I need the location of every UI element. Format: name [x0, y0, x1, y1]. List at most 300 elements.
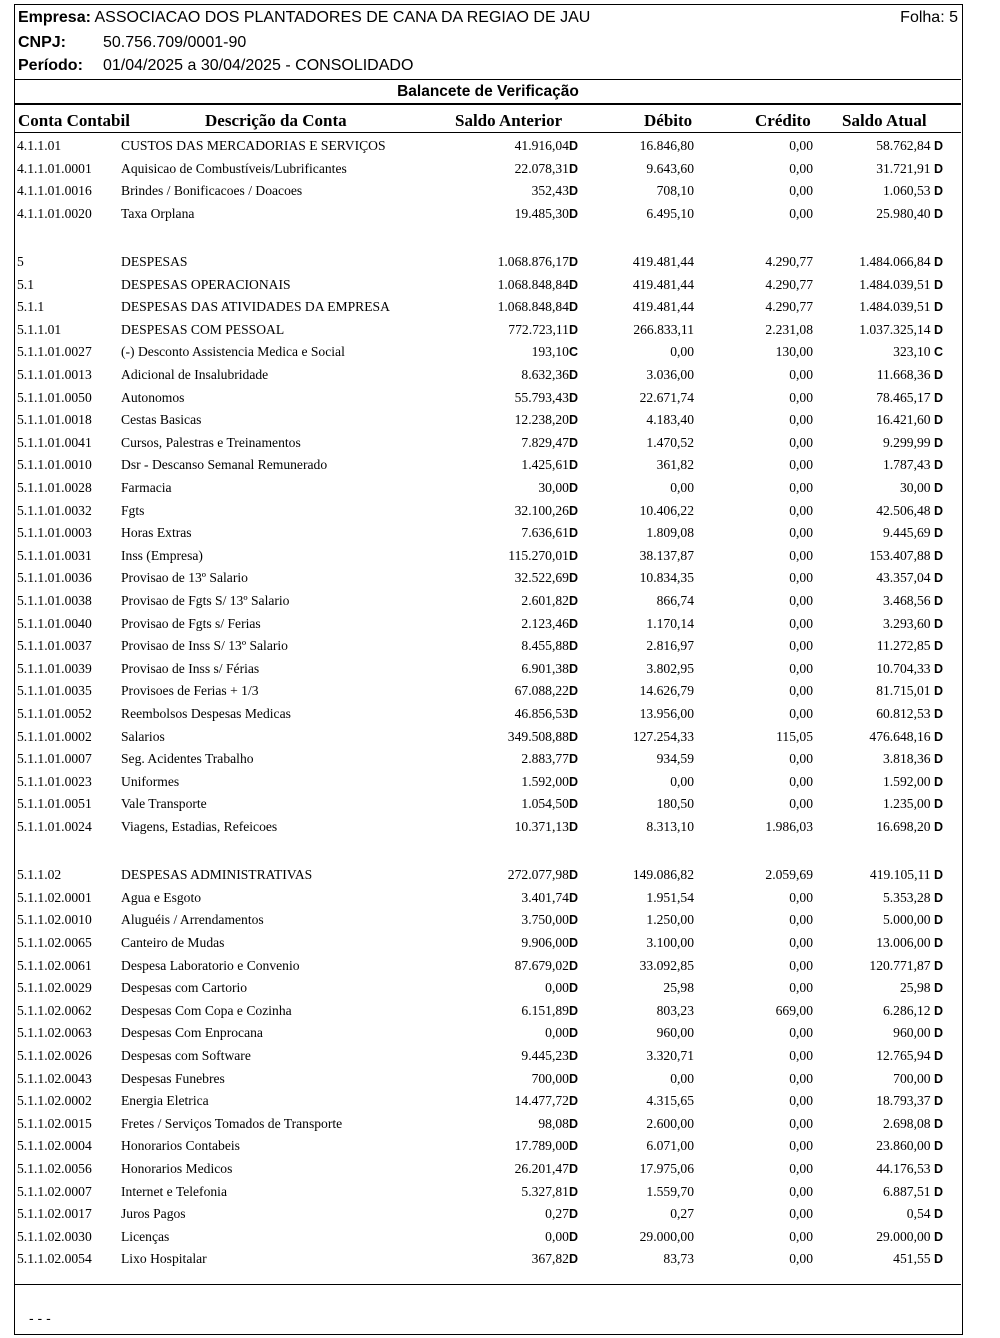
- account-description: Honorarios Medicos: [121, 1160, 233, 1176]
- table-row: [15, 1181, 961, 1204]
- saldo-atual-cell: [883, 909, 943, 932]
- saldo-atual-indicator: D: [933, 503, 943, 518]
- saldo-atual-cell: [877, 635, 943, 658]
- account-code: 5.1.1.01.0002: [17, 728, 92, 744]
- saldo-atual-value: 2.698,08: [882, 1115, 931, 1131]
- saldo-atual-value: 1.787,43: [882, 457, 931, 473]
- saldo-atual-cell: [876, 932, 943, 955]
- saldo-atual-indicator: D: [933, 1094, 943, 1109]
- debito-value: 4.315,65: [646, 1093, 694, 1109]
- saldo-atual-value: 153.407,88: [869, 547, 931, 563]
- debito-value: 38.137,87: [639, 547, 694, 563]
- credito-value: 0,00: [789, 683, 813, 699]
- credito-value: 0,00: [789, 525, 813, 541]
- saldo-anterior-cell: [521, 635, 578, 658]
- table-row: [15, 590, 961, 613]
- saldo-atual-indicator: D: [933, 390, 943, 405]
- account-description: DESPESAS ADMINISTRATIVAS: [121, 867, 313, 883]
- saldo-anterior-value: 0,00: [545, 1228, 569, 1244]
- saldo-atual-indicator: D: [933, 1207, 943, 1222]
- account-description: Aluguéis / Arrendamentos: [121, 912, 264, 928]
- account-code: 5.1.1.02.0030: [17, 1228, 92, 1244]
- saldo-atual-cell: [876, 1226, 943, 1249]
- saldo-anterior-value: 0,00: [545, 980, 569, 996]
- account-description: Despesa Laboratorio e Convenio: [121, 957, 300, 973]
- saldo-atual-cell: [876, 135, 943, 158]
- saldo-anterior-indicator: D: [568, 1003, 578, 1018]
- account-description: Taxa Orplana: [121, 205, 195, 221]
- table-row: [15, 1248, 961, 1271]
- saldo-anterior-value: 367,82: [531, 1251, 569, 1267]
- saldo-anterior-cell: [508, 726, 578, 749]
- saldo-anterior-value: 17.789,00: [514, 1138, 569, 1154]
- debito-value: 14.626,79: [639, 683, 694, 699]
- credito-value: 0,00: [789, 138, 813, 153]
- saldo-anterior-value: 9.445,23: [521, 1047, 569, 1063]
- account-code: 5.1.1.01.0036: [17, 570, 92, 586]
- saldo-atual-cell: [883, 748, 943, 771]
- table-row: [15, 319, 961, 342]
- table-row: [15, 409, 961, 432]
- saldo-anterior-value: 272.077,98: [507, 867, 569, 883]
- account-code: 5.1.1.02.0065: [17, 934, 92, 950]
- debito-value: 1.470,52: [646, 434, 694, 450]
- column-header-divider: [15, 132, 961, 133]
- debito-value: 0,00: [670, 344, 694, 360]
- saldo-anterior-cell: [521, 454, 578, 477]
- saldo-atual-indicator: D: [933, 1161, 943, 1176]
- account-code: 5.1.1.01.0007: [17, 751, 92, 767]
- credito-value: 0,00: [789, 1251, 813, 1267]
- saldo-anterior-value: 26.201,47: [514, 1160, 569, 1176]
- saldo-anterior-indicator: D: [568, 458, 578, 473]
- saldo-anterior-value: 32.522,69: [514, 570, 569, 586]
- saldo-atual-indicator: D: [933, 255, 943, 270]
- saldo-atual-value: 30,00: [899, 480, 931, 495]
- account-description: Viagens, Estadias, Refeicoes: [121, 818, 278, 834]
- debito-value: 803,23: [656, 1002, 694, 1018]
- account-description: Salarios: [121, 728, 165, 744]
- table-row: [15, 158, 961, 181]
- saldo-atual-value: 419.105,11: [869, 867, 931, 883]
- saldo-anterior-cell: [515, 680, 578, 703]
- saldo-atual-value: 18.793,37: [876, 1093, 931, 1109]
- account-description: Cursos, Palestras e Treinamentos: [121, 434, 301, 450]
- credito-value: 0,00: [789, 660, 813, 676]
- saldo-anterior-indicator: D: [568, 1207, 578, 1222]
- saldo-atual-cell: [883, 522, 943, 545]
- periodo-value: 01/04/2025 a 30/04/2025 - CONSOLIDADO: [103, 57, 414, 74]
- col-header-saldo-atual: Saldo Atual: [842, 111, 927, 130]
- credito-value: 0,00: [789, 773, 813, 789]
- saldo-atual-cell: [876, 500, 943, 523]
- table-row: [15, 1090, 961, 1113]
- saldo-atual-value: 23.860,00: [876, 1138, 931, 1154]
- table-row: [15, 477, 961, 500]
- credito-value: 4.290,77: [765, 299, 813, 315]
- saldo-anterior-value: 9.906,00: [521, 934, 569, 950]
- account-description: Provisao de 13º Salario: [121, 570, 248, 586]
- saldo-anterior-value: 1.054,50: [521, 796, 569, 812]
- report-title: Balancete de Verificação: [397, 83, 579, 100]
- saldo-atual-cell: [869, 545, 943, 568]
- saldo-atual-value: 476.648,16: [869, 728, 931, 744]
- saldo-anterior-cell: [538, 1113, 578, 1136]
- table-row: [15, 180, 961, 203]
- saldo-anterior-cell: [521, 613, 578, 636]
- saldo-atual-value: 9.445,69: [882, 525, 931, 541]
- saldo-anterior-value: 41.916,04: [514, 138, 569, 153]
- account-code: 5.1.1.01.0024: [17, 818, 92, 834]
- saldo-anterior-value: 8.455,88: [521, 638, 569, 654]
- credito-value: 0,00: [789, 592, 813, 608]
- account-description: Internet e Telefonia: [121, 1183, 227, 1199]
- saldo-atual-value: 1.484.039,51: [859, 299, 931, 315]
- saldo-atual-cell: [883, 180, 943, 203]
- debito-value: 1.170,14: [646, 615, 694, 631]
- account-description: Aquisicao de Combustíveis/Lubrificantes: [121, 160, 347, 176]
- saldo-atual-cell: [876, 658, 943, 681]
- debito-value: 4.183,40: [646, 412, 694, 428]
- table-row: [15, 296, 961, 319]
- saldo-anterior-value: 10.371,13: [514, 818, 569, 834]
- saldo-anterior-indicator: D: [568, 913, 578, 928]
- table-row: [15, 1226, 961, 1249]
- account-code: 5.1.1.01.0051: [17, 796, 92, 812]
- table-row: [15, 955, 961, 978]
- saldo-atual-indicator: D: [933, 774, 943, 789]
- col-header-descricao: Descrição da Conta: [205, 111, 347, 130]
- saldo-anterior-indicator: D: [568, 752, 578, 767]
- saldo-atual-indicator: D: [933, 368, 943, 383]
- table-row: [15, 454, 961, 477]
- account-code: 5.1.1.02.0007: [17, 1183, 92, 1199]
- credito-value: 0,00: [789, 751, 813, 767]
- account-description: Despesas Com Enprocana: [121, 1025, 263, 1041]
- saldo-anterior-indicator: D: [568, 1071, 578, 1086]
- saldo-anterior-indicator: D: [568, 390, 578, 405]
- saldo-anterior-cell: [521, 793, 578, 816]
- saldo-atual-indicator: D: [933, 206, 943, 221]
- saldo-anterior-cell: [532, 1068, 578, 1091]
- col-header-saldo-anterior: Saldo Anterior: [455, 111, 563, 130]
- credito-value: 0,00: [789, 1183, 813, 1199]
- table-row: [15, 1000, 961, 1023]
- saldo-anterior-value: 30,00: [538, 480, 569, 495]
- saldo-anterior-cell: [515, 158, 578, 181]
- table-row: [15, 613, 961, 636]
- saldo-atual-cell: [883, 1113, 943, 1136]
- saldo-anterior-cell: [545, 1203, 578, 1226]
- saldo-anterior-value: 193,10: [531, 344, 569, 360]
- saldo-anterior-value: 12.238,20: [514, 412, 569, 428]
- account-code: 5.1.1.02.0004: [17, 1138, 92, 1154]
- debito-value: 0,00: [670, 773, 694, 789]
- account-code: 5.1.1.01.0018: [17, 412, 92, 428]
- saldo-anterior-cell: [521, 432, 578, 455]
- table-row: [15, 251, 961, 274]
- credito-value: 0,00: [789, 160, 813, 176]
- saldo-anterior-cell: [538, 477, 578, 500]
- account-description: Farmacia: [121, 480, 172, 495]
- account-description: DESPESAS OPERACIONAIS: [121, 276, 291, 292]
- saldo-anterior-value: 1.068.848,84: [497, 276, 569, 292]
- saldo-atual-value: 960,00: [893, 1025, 931, 1041]
- saldo-anterior-indicator: D: [568, 819, 578, 834]
- saldo-atual-value: 58.762,84: [876, 138, 931, 153]
- account-description: Provisao de Fgts s/ Ferias: [121, 615, 261, 631]
- saldo-atual-value: 42.506,48: [876, 502, 931, 518]
- saldo-anterior-cell: [508, 545, 578, 568]
- saldo-anterior-cell: [545, 977, 578, 1000]
- debito-value: 361,82: [656, 457, 694, 473]
- saldo-anterior-value: 115.270,01: [508, 547, 569, 563]
- saldo-atual-cell: [876, 1135, 943, 1158]
- saldo-atual-indicator: D: [933, 300, 943, 315]
- account-code: 5.1: [17, 276, 34, 292]
- credito-value: 0,00: [789, 547, 813, 563]
- title-divider: [15, 103, 961, 105]
- saldo-atual-indicator: D: [933, 661, 943, 676]
- row-spacer: [15, 225, 961, 251]
- saldo-atual-value: 1.235,00: [882, 796, 931, 812]
- saldo-anterior-indicator: C: [568, 345, 578, 360]
- saldo-atual-value: 44.176,53: [876, 1160, 931, 1176]
- saldo-anterior-indicator: D: [568, 184, 578, 199]
- debito-value: 83,73: [663, 1251, 694, 1267]
- table-row: [15, 816, 961, 839]
- saldo-atual-cell: [876, 203, 943, 226]
- saldo-anterior-value: 1.425,61: [521, 457, 569, 473]
- debito-value: 180,50: [656, 796, 694, 812]
- account-code: 4.1.1.01.0016: [17, 183, 92, 199]
- saldo-atual-cell: [907, 1203, 943, 1226]
- saldo-atual-value: 3.468,56: [882, 592, 931, 608]
- saldo-atual-cell: [893, 1248, 943, 1271]
- credito-value: 0,00: [789, 796, 813, 812]
- credito-value: 0,00: [789, 183, 813, 199]
- credito-value: 0,00: [789, 980, 813, 996]
- debito-value: 2.816,97: [646, 638, 694, 654]
- debito-value: 1.951,54: [646, 889, 694, 905]
- saldo-atual-indicator: D: [933, 819, 943, 834]
- table-row: [15, 793, 961, 816]
- debito-value: 0,00: [670, 1070, 694, 1086]
- account-code: 5.1.1.01.0003: [17, 525, 92, 541]
- col-header-debito: Débito: [644, 111, 693, 130]
- saldo-atual-value: 6.286,12: [882, 1002, 931, 1018]
- saldo-atual-value: 9.299,99: [882, 434, 931, 450]
- saldo-atual-indicator: D: [933, 1048, 943, 1063]
- saldo-anterior-indicator: D: [568, 729, 578, 744]
- table-row: [15, 977, 961, 1000]
- saldo-anterior-indicator: D: [568, 935, 578, 950]
- debito-value: 866,74: [656, 592, 694, 608]
- account-description: Licenças: [121, 1228, 170, 1244]
- saldo-atual-indicator: D: [933, 184, 943, 199]
- saldo-atual-cell: [883, 590, 943, 613]
- footer-divider: [15, 1284, 961, 1285]
- empresa-label: Empresa:: [18, 9, 91, 26]
- table-row: [15, 1045, 961, 1068]
- saldo-anterior-value: 772.723,11: [508, 321, 569, 337]
- debito-value: 1.250,00: [646, 912, 694, 928]
- saldo-atual-indicator: D: [933, 890, 943, 905]
- table-row: [15, 1135, 961, 1158]
- saldo-atual-indicator: D: [933, 161, 943, 176]
- saldo-anterior-value: 55.793,43: [514, 389, 569, 405]
- saldo-atual-indicator: D: [933, 1026, 943, 1041]
- account-code: 5.1.1.02.0002: [17, 1093, 92, 1109]
- saldo-anterior-cell: [521, 1181, 578, 1204]
- credito-value: 0,00: [789, 389, 813, 405]
- saldo-atual-value: 1.037.325,14: [859, 321, 931, 337]
- saldo-atual-cell: [883, 1000, 943, 1023]
- saldo-anterior-indicator: D: [568, 413, 578, 428]
- saldo-atual-value: 5.353,28: [882, 889, 931, 905]
- account-code: 5.1.1.01.0038: [17, 592, 92, 608]
- saldo-atual-cell: [876, 703, 943, 726]
- saldo-atual-cell: [876, 1158, 943, 1181]
- debito-value: 22.671,74: [639, 389, 694, 405]
- saldo-atual-cell: [883, 1181, 943, 1204]
- saldo-atual-value: 10.704,33: [876, 660, 931, 676]
- account-description: DESPESAS: [121, 254, 188, 270]
- saldo-atual-cell: [883, 454, 943, 477]
- empresa-value: ASSOCIACAO DOS PLANTADORES DE CANA DA REGIAO DE JAU: [94, 9, 591, 26]
- empresa-line: [18, 8, 590, 28]
- saldo-anterior-value: 0,27: [545, 1206, 569, 1222]
- saldo-anterior-indicator: D: [568, 277, 578, 292]
- debito-value: 3.036,00: [646, 367, 694, 383]
- cnpj-value: 50.756.709/0001-90: [103, 34, 247, 51]
- saldo-anterior-indicator: D: [568, 890, 578, 905]
- table-row: [15, 726, 961, 749]
- saldo-atual-indicator: D: [933, 481, 943, 495]
- credito-value: 0,00: [789, 1160, 813, 1176]
- saldo-atual-value: 81.715,01: [876, 683, 931, 699]
- account-code: 5.1.1.02.0061: [17, 957, 92, 973]
- debito-value: 2.600,00: [646, 1115, 694, 1131]
- saldo-anterior-cell: [508, 864, 578, 887]
- periodo-label: Período:: [18, 57, 83, 74]
- saldo-atual-value: 1.484.039,51: [859, 276, 931, 292]
- saldo-atual-indicator: D: [933, 639, 943, 654]
- table-row: [15, 567, 961, 590]
- saldo-anterior-indicator: D: [568, 706, 578, 721]
- saldo-anterior-indicator: D: [568, 981, 578, 996]
- saldo-anterior-indicator: D: [568, 774, 578, 789]
- report-page: [14, 4, 963, 1335]
- saldo-atual-cell: [883, 887, 943, 910]
- debito-value: 1.559,70: [646, 1183, 694, 1199]
- saldo-atual-value: 323,10: [893, 344, 931, 360]
- credito-value: 0,00: [789, 205, 813, 221]
- account-code: 5.1.1.02.0026: [17, 1047, 92, 1063]
- account-code: 5.1.1.01.0028: [17, 480, 92, 495]
- account-description: Provisao de Inss S/ 13º Salario: [121, 638, 288, 654]
- table-row: [15, 274, 961, 297]
- saldo-anterior-indicator: D: [568, 1026, 578, 1041]
- account-description: Fgts: [121, 502, 145, 518]
- account-code: 5.1.1.01.0031: [17, 547, 92, 563]
- credito-value: 0,00: [789, 1115, 813, 1131]
- saldo-atual-indicator: D: [933, 139, 943, 153]
- account-description: Despesas com Cartorio: [121, 980, 248, 996]
- account-description: Vale Transporte: [121, 796, 207, 812]
- saldo-atual-cell: [900, 477, 943, 500]
- saldo-atual-cell: [876, 158, 943, 181]
- account-code: 5.1.1.02.0056: [17, 1160, 92, 1176]
- saldo-anterior-indicator: D: [568, 1116, 578, 1131]
- saldo-atual-cell: [893, 1068, 943, 1091]
- saldo-atual-value: 16.698,20: [876, 818, 931, 834]
- account-description: Fretes / Serviços Tomados de Transporte: [121, 1115, 343, 1131]
- credito-value: 0,00: [789, 457, 813, 473]
- saldo-atual-value: 25,98: [899, 980, 931, 996]
- debito-value: 25,98: [663, 980, 694, 996]
- saldo-atual-value: 1.484.066,84: [859, 254, 931, 270]
- saldo-anterior-indicator: D: [568, 322, 578, 337]
- saldo-atual-indicator: D: [933, 571, 943, 586]
- cnpj-label: CNPJ:: [18, 34, 67, 51]
- table-row: [15, 1203, 961, 1226]
- saldo-atual-value: 29.000,00: [876, 1228, 931, 1244]
- saldo-anterior-cell: [515, 409, 578, 432]
- credito-value: 0,00: [789, 889, 813, 905]
- saldo-atual-cell: [859, 274, 943, 297]
- saldo-anterior-value: 0,00: [545, 1025, 569, 1041]
- saldo-atual-value: 5.000,00: [882, 912, 931, 928]
- saldo-anterior-indicator: D: [568, 958, 578, 973]
- saldo-anterior-cell: [532, 1248, 578, 1271]
- account-code: 5.1.1.02.0063: [17, 1025, 92, 1041]
- account-code: 4.1.1.01: [17, 138, 62, 153]
- saldo-anterior-indicator: D: [568, 1161, 578, 1176]
- header-divider: [15, 79, 961, 80]
- credito-value: 0,00: [789, 615, 813, 631]
- account-code: 5.1.1.02.0043: [17, 1070, 92, 1086]
- saldo-anterior-value: 1.068.876,17: [497, 254, 569, 270]
- account-description: (-) Desconto Assistencia Medica e Social: [121, 344, 345, 360]
- saldo-anterior-value: 67.088,22: [514, 683, 569, 699]
- debito-value: 17.975,06: [639, 1160, 694, 1176]
- saldo-anterior-cell: [521, 658, 578, 681]
- account-code: 5.1.1.02.0010: [17, 912, 92, 928]
- saldo-atual-indicator: D: [933, 1139, 943, 1154]
- saldo-atual-indicator: D: [933, 797, 943, 812]
- account-description: Provisoes de Ferias + 1/3: [121, 683, 259, 699]
- credito-value: 0,00: [789, 934, 813, 950]
- saldo-atual-value: 451,55: [893, 1251, 931, 1267]
- account-description: DESPESAS DAS ATIVIDADES DA EMPRESA: [121, 299, 390, 315]
- saldo-anterior-indicator: D: [568, 661, 578, 676]
- account-code: 5.1.1.01.0032: [17, 502, 92, 518]
- saldo-atual-value: 3.293,60: [882, 615, 931, 631]
- saldo-anterior-value: 352,43: [531, 183, 569, 199]
- account-code: 5.1.1.02.0017: [17, 1206, 92, 1222]
- saldo-anterior-cell: [521, 771, 578, 794]
- saldo-anterior-indicator: D: [568, 481, 578, 495]
- account-code: 5.1.1.01.0039: [17, 660, 92, 676]
- saldo-atual-indicator: D: [933, 935, 943, 950]
- credito-value: 0,00: [789, 957, 813, 973]
- saldo-anterior-value: 98,08: [538, 1115, 569, 1131]
- account-code: 5.1.1.01.0010: [17, 457, 92, 473]
- saldo-atual-indicator: D: [933, 752, 943, 767]
- table-row: [15, 135, 961, 158]
- saldo-atual-indicator: D: [933, 981, 943, 996]
